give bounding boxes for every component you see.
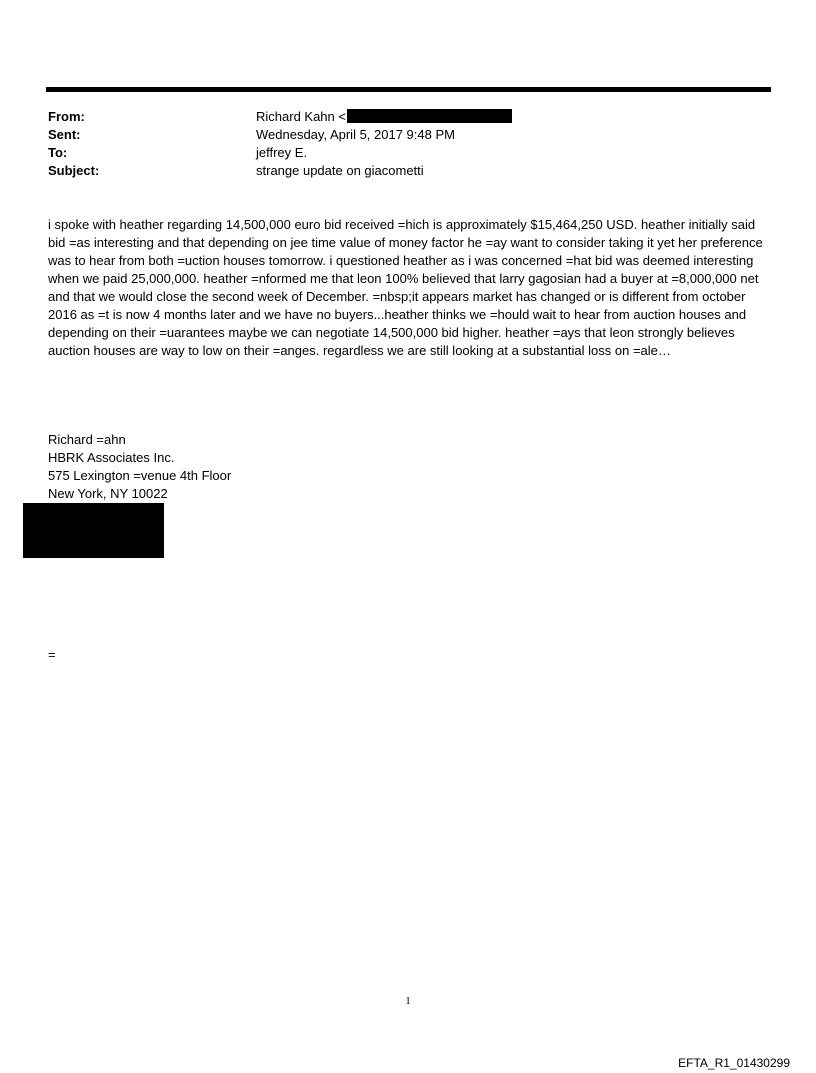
bates-number: EFTA_R1_01430299 [678,1056,790,1070]
redaction-block [23,503,164,558]
from-name: Richard Kahn < [256,109,346,124]
sent-value: Wednesday, April 5, 2017 9:48 PM [256,127,455,142]
signature-company: HBRK Associates Inc. [48,450,175,465]
subject-value: strange update on giacometti [256,163,424,178]
redaction-email [347,109,512,123]
to-label: To: [48,145,68,160]
page-number: 1 [405,995,411,1007]
signature-address-line1: 575 Lexington =venue 4th Floor [48,468,232,483]
to-row [48,144,768,162]
signature-block [48,431,231,503]
email-header [48,108,768,180]
subject-row [48,162,768,180]
signature-address-line2: New York, NY 10022 [48,486,168,501]
subject-label: Subject: [48,163,100,178]
from-row [48,108,768,126]
sent-label: Sent: [48,127,81,142]
sent-row [48,126,768,144]
from-label: From: [48,109,85,124]
from-value [256,108,768,126]
header-rule [46,87,771,92]
trailing-mark: = [48,647,56,662]
email-body: i spoke with heather regarding 14,500,000 euro bid received =hich is approximately $15,464,250 USD. heather initially said bid =as interesting and that depending on jee time value of money factor he =ay want to consider taking it yet her preference was to hear from both =uction houses tomorrow. i questioned heather as i was concerned =hat bid was deemed interesting when we paid 25,000,000. heather =nformed me that leon 100% believed that larry gagosian had a buyer at =8,000,000 net and that we would close the second week of December. =nbsp;it appears market has changed or is different from october 2016 as =t is now 4 months later and we have no buyers...heather thinks we =hould wait to hear from auction houses and depending on their =uarantees maybe we can negotiate 14,500,000 bid higher. heather =ays that leon strongly believes auction houses are way to low on their =anges. regardless we are still looking at a substantial loss on =ale… [48,217,763,358]
to-value: jeffrey E. [256,145,308,160]
signature-name: Richard =ahn [48,432,126,447]
